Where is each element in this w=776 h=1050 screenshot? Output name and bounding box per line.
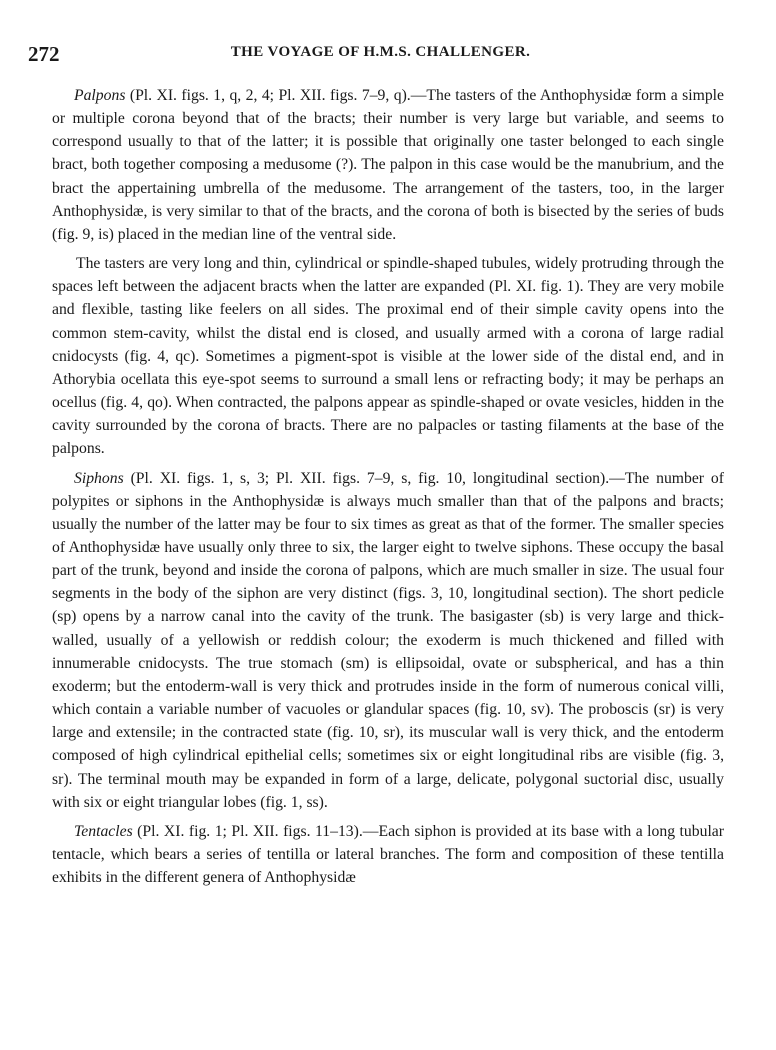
paragraph-text: (Pl. XI. figs. 1, s, 3; Pl. XII. figs. 7–9, s, fig. 10, longitudinal section).—The number of polypites or siphons in the Anthophysidæ is always much smaller than that of the palpons and bracts; usually the number of the latter may be four to six times as great as that of the former. The smaller species of Anthophysidæ have usually only three to six, the larger eight to twelve siphons. These occupy the basal part of the trunk, beyond and inside the corona of palpons, which are much smaller in size. The usual four segments in the body of the siphon are very distinct (figs. 3, 10, longitudinal section). The short pedicle (sp) opens by a narrow canal into the cavity of the trunk. The basigaster (sb) is very large and thick-walled, usually of a yellowish or reddish colour; the exoderm is much thickened and filled with innumerable cnidocysts. The true stomach (sm) is ellipsoidal, ovate or subspherical, and has a thin exoderm; but the entoderm-wall is very thick and protrudes inside in the form of numerous conical villi, which contain a variable number of vacuoles or glandular spaces (fig. 10, sv). The proboscis (sr) is very large and extensile; in the contracted state (fig. 10, sr), its muscular wall is very thick, and the entoderm composed of high cylindrical epithelial cells; sometimes six or eight longitudinal ribs are visible (fig. 3, sr). The terminal mouth may be expanded in form of a large, delicate, polygonal suctorial disc, usually with six or eight triangular lobes (fig. 1, ss).: [52, 469, 724, 811]
body-text: [52, 84, 724, 895]
section-heading-siphons: Siphons: [74, 469, 124, 487]
paragraph-text: (Pl. XI. figs. 1, q, 2, 4; Pl. XII. figs. 7–9, q).—The tasters of the Anthophysidæ form a simple or multiple corona beyond that of the bracts; their number is very large but variable, and seems to correspond usually to that of the latter; it is possible that originally one taster belonged to each single bract, both together composing a medusome (?). The palpon in this case would be the manubrium, and the bract the appertaining umbrella of the medusome. The arrangement of the tasters, too, in the larger Anthophysidæ, is very similar to that of the bracts, and the corona of both is bisected by the series of buds (fig. 9, is) placed in the median line of the ventral side.: [52, 87, 724, 243]
section-heading-palpons: Palpons: [74, 87, 126, 104]
paragraph-siphons: [52, 467, 724, 814]
paragraph-tasters: [52, 252, 724, 460]
section-heading-tentacles: Tentacles: [74, 822, 133, 840]
paragraph-palpons: [52, 84, 724, 246]
paragraph-text: (Pl. XI. fig. 1; Pl. XII. figs. 11–13).—Each siphon is provided at its base with a long tubular tentacle, which bears a series of tentilla or lateral branches. The form and composition of these tentilla exhibits in the different genera of Anthophysidæ: [52, 822, 724, 887]
paragraph-text: The tasters are very long and thin, cylindrical or spindle-shaped tubules, widely protruding through the spaces left between the adjacent bracts when the latter are expanded (Pl. XI. fig. 1). They are very mobile and flexible, tasting like feelers on all sides. The proximal end of their simple cavity opens into the common stem-cavity, whilst the distal end is closed, and usually armed with a corona of large radial cnidocysts (fig. 4, qc). Sometimes a pigment-spot is visible at the lower side of the distal end, and in Athorybia ocellata this eye-spot seems to surround a small lens or refracting body; it may be perhaps an ocellus (fig. 4, qo). When contracted, the palpons appear as spindle-shaped or ovate vesicles, hidden in the cavity surrounded by the corona of bracts. There are no palpacles or tasting filaments at the base of the palpons.: [52, 255, 724, 458]
page-number: 272: [28, 42, 60, 66]
running-title: THE VOYAGE OF H.M.S. CHALLENGER.: [230, 44, 531, 60]
paragraph-tentacles: [52, 820, 724, 889]
page-header: [28, 42, 733, 68]
